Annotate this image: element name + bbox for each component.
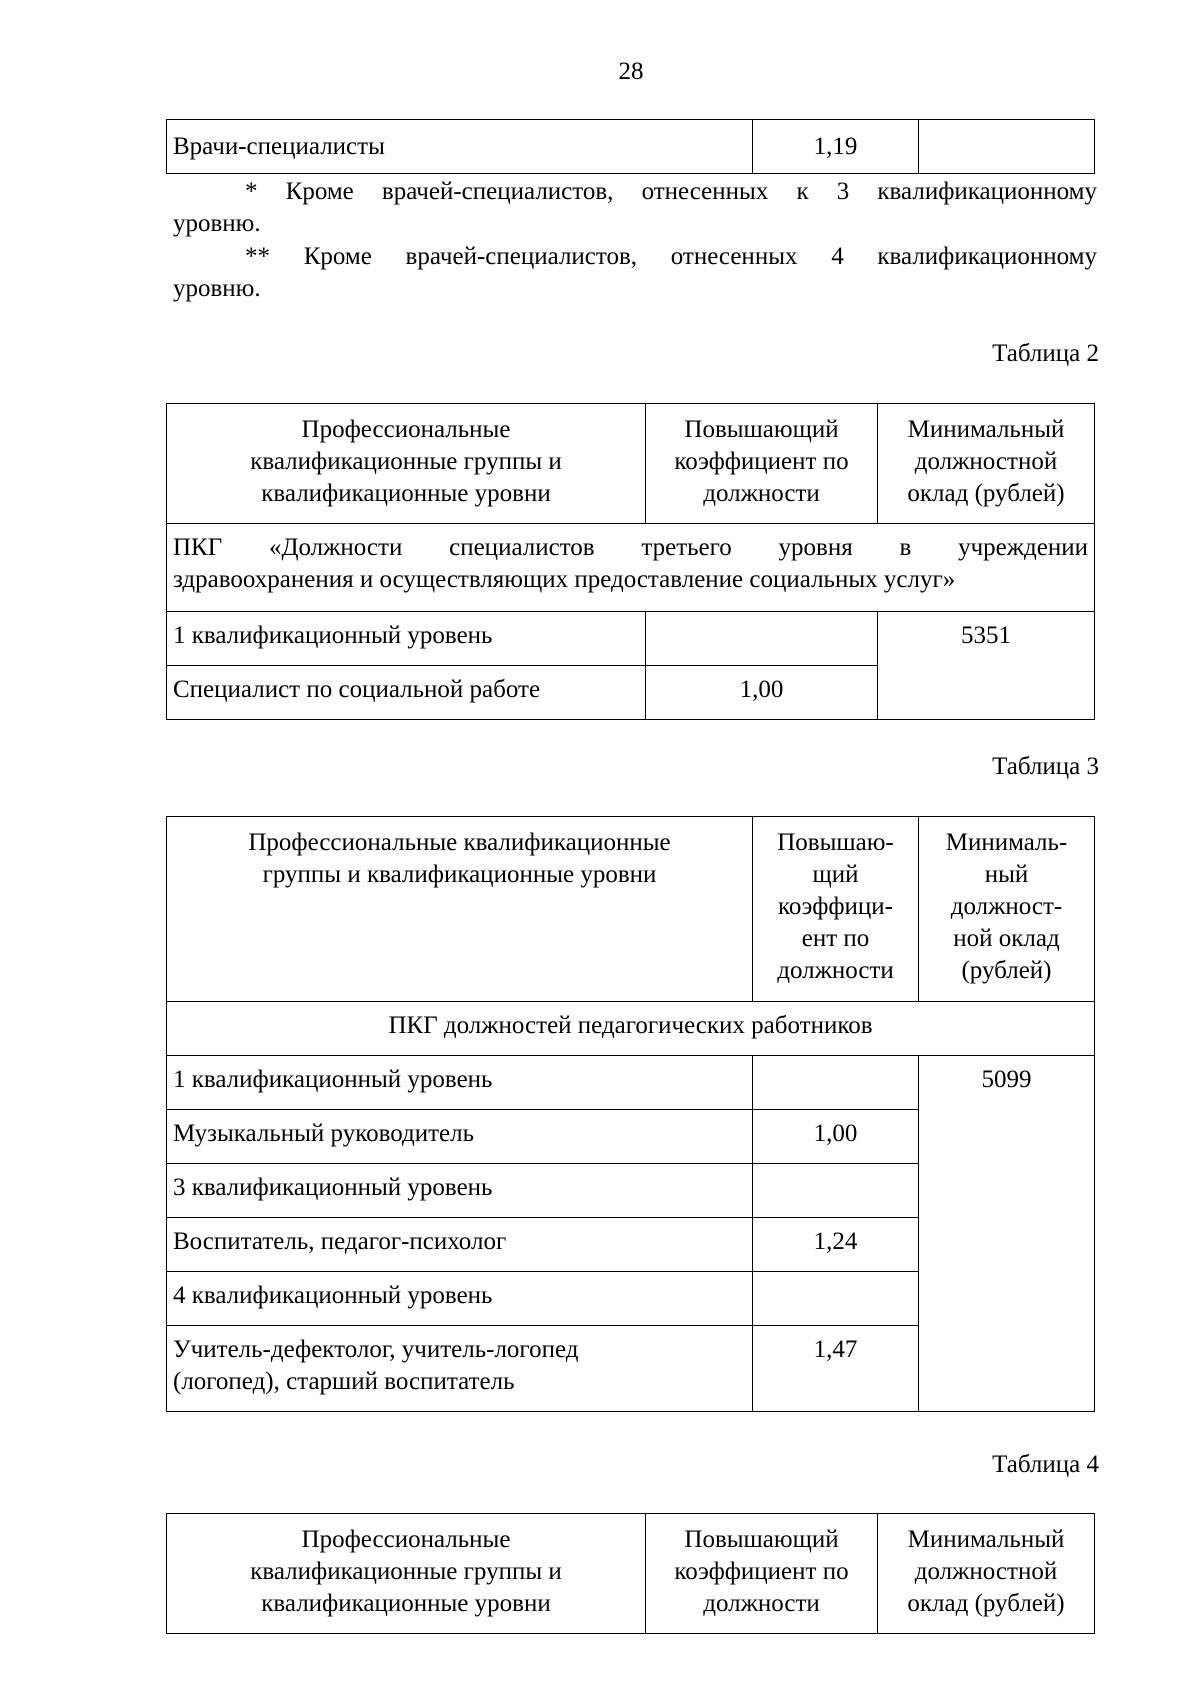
row-position: Музыкальный руководитель: [167, 1110, 753, 1164]
row-position: Воспитатель, педагог-психолог: [167, 1218, 753, 1272]
group-title: [167, 524, 1095, 612]
header-text: ент по: [801, 925, 870, 952]
table-2-caption: Таблица 2: [992, 340, 1099, 367]
row-coef: 1,00: [753, 1110, 919, 1164]
row-name: Врачи-специалисты: [167, 120, 753, 174]
header-text: ной оклад: [953, 925, 1060, 952]
table-row: [167, 612, 1095, 666]
footnote-2: [173, 241, 1097, 305]
row-level: 3 квалификационный уровень: [167, 1164, 753, 1218]
header-text: должности: [703, 480, 820, 507]
row-coef: [753, 1056, 919, 1110]
header-groups: [167, 817, 753, 1002]
group-title-line: ПКГ «Должности специалистов третьего уровня в учреждении: [173, 534, 1088, 561]
header-text: оклад (рублей): [907, 1590, 1065, 1617]
header-text: ный: [984, 861, 1029, 888]
header-text: Профессиональные: [301, 416, 511, 443]
table-4: [166, 1513, 1095, 1634]
row-salary: [919, 120, 1095, 174]
header-text: Минималь-: [945, 829, 1068, 856]
table-2: [166, 403, 1095, 720]
footnote-1-line-1: * Кроме врачей-специалистов, отнесенных к 3 квалификационному: [245, 178, 1097, 205]
header-groups: [167, 404, 646, 524]
header-salary: [878, 1514, 1095, 1634]
group-title: ПКГ должностей педагогических работников: [167, 1002, 1095, 1056]
header-text: должности: [777, 957, 894, 984]
page-number: 28: [618, 58, 644, 85]
table-row: [167, 1056, 1095, 1110]
header-text: коэффициент по: [674, 448, 849, 475]
footnote-2-line-2: уровню.: [173, 275, 261, 302]
table-1: [166, 119, 1095, 174]
header-text: Минимальный: [907, 1526, 1065, 1553]
row-level: 1 квалификационный уровень: [167, 612, 646, 666]
row-position: [167, 1326, 753, 1412]
header-text: (рублей): [961, 957, 1052, 984]
header-text: должностной: [914, 448, 1058, 475]
footnote-2-line-1: ** Кроме врачей-специалистов, отнесенных 4 квалификационному: [245, 243, 1097, 270]
header-text: Минимальный: [907, 416, 1065, 443]
header-text: Повышающий: [684, 1526, 839, 1553]
row-salary: 5099: [919, 1056, 1095, 1412]
header-groups: [167, 1514, 646, 1634]
header-text: Профессиональные квалификационные: [248, 829, 671, 856]
header-text: оклад (рублей): [907, 480, 1065, 507]
header-text: Повышаю-: [777, 829, 894, 856]
header-text: Повышающий: [684, 416, 839, 443]
table-header-row: [167, 404, 1095, 524]
table-4-caption: Таблица 4: [992, 1451, 1099, 1478]
row-level: 1 квалификационный уровень: [167, 1056, 753, 1110]
row-coef: [753, 1164, 919, 1218]
header-text: должност-: [950, 893, 1063, 920]
table-3-caption: Таблица 3: [992, 753, 1099, 780]
table-group-row: [167, 1002, 1095, 1056]
header-coefficient: [753, 817, 919, 1002]
row-coef: 1,19: [753, 120, 919, 174]
table-group-row: [167, 524, 1095, 612]
header-coefficient: [646, 404, 878, 524]
header-text: коэффици-: [778, 893, 893, 920]
row-coef: [753, 1272, 919, 1326]
table-3: [166, 816, 1095, 1412]
footnote-1-line-2: уровню.: [173, 210, 261, 237]
header-text: Профессиональные: [301, 1526, 511, 1553]
row-coef: 1,24: [753, 1218, 919, 1272]
row-position-line: (логопед), старший воспитатель: [173, 1368, 515, 1395]
header-coefficient: [646, 1514, 878, 1634]
header-text: щий: [812, 861, 859, 888]
header-salary: [919, 817, 1095, 1002]
row-coef: [646, 612, 878, 666]
row-level: 4 квалификационный уровень: [167, 1272, 753, 1326]
table-row: [167, 120, 1095, 174]
header-text: квалификационные группы и: [250, 1558, 562, 1585]
table-header-row: [167, 1514, 1095, 1634]
header-text: коэффициент по: [674, 1558, 849, 1585]
row-position-line: Учитель-дефектолог, учитель-логопед: [173, 1336, 579, 1363]
table-header-row: [167, 817, 1095, 1002]
header-salary: [878, 404, 1095, 524]
footnote-1: [173, 176, 1097, 240]
header-text: квалификационные группы и: [250, 448, 562, 475]
header-text: группы и квалификационные уровни: [262, 861, 657, 888]
header-text: квалификационные уровни: [261, 480, 551, 507]
row-coef: 1,00: [646, 666, 878, 720]
row-coef: 1,47: [753, 1326, 919, 1412]
header-text: должностной: [914, 1558, 1058, 1585]
header-text: должности: [703, 1590, 820, 1617]
header-text: квалификационные уровни: [261, 1590, 551, 1617]
row-position: Специалист по социальной работе: [167, 666, 646, 720]
group-title-line: здравоохранения и осуществляющих предоставление социальных услуг»: [173, 566, 956, 593]
row-salary: 5351: [878, 612, 1095, 720]
